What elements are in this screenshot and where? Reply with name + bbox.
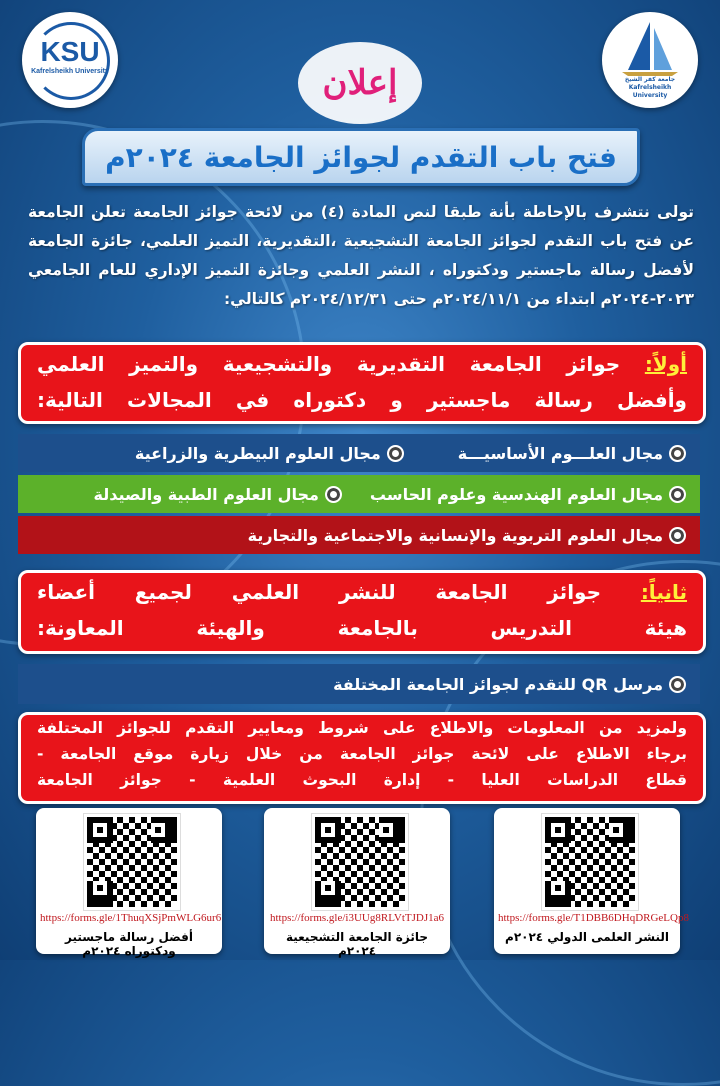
ksu-logo-subtitle: Kafrelsheikh University xyxy=(31,68,109,75)
card-label: أفضل رسالة ماجستير ودكتوراه ٢٠٢٤م xyxy=(65,930,193,958)
info-line-1: ولمزيد من المعلومات والاطلاع على شروط ومعايير التقدم للجوائز المختلفة xyxy=(37,719,687,737)
ksu-logo xyxy=(22,12,118,108)
qr-note-label: مرسل QR للتقدم لجوائز الجامعة المختلفة xyxy=(333,674,663,694)
qr-note xyxy=(319,675,700,694)
announcement-stamp: إعلان xyxy=(298,42,422,124)
qr-code-icon[interactable] xyxy=(542,814,638,910)
qr-row xyxy=(18,664,700,704)
qr-card-encouragement[interactable] xyxy=(264,808,450,958)
qr-card-publishing[interactable] xyxy=(494,808,689,954)
fields-row-2 xyxy=(18,475,700,513)
field-basic-label: مجال العلـــوم الأساسيـــة xyxy=(457,443,663,463)
bullet-icon xyxy=(669,486,686,503)
first-line-1-text: جوائز الجامعة التقديرية والتشجيعية والتميز العلمي xyxy=(37,352,621,376)
kafrelsheikh-logo-subtitle: جامعة كفر الشيخ Kafrelsheikh University xyxy=(624,76,676,99)
second-awards-line-2: هيئة التدريس بالجامعة والهيئة المعاونة: xyxy=(37,616,687,640)
page-title: فتح باب التقدم لجوائز الجامعة ٢٠٢٤م xyxy=(82,128,640,186)
second-awards-box xyxy=(18,570,706,654)
field-vet-label: مجال العلوم البيطرية والزراعية xyxy=(134,443,381,463)
first-awards-box xyxy=(18,342,706,424)
second-awards-line-1 xyxy=(21,573,703,609)
first-lead: أولاً: xyxy=(644,352,688,376)
info-line-3: قطاع الدراسات العليا - إدارة البحوث العلمية - جوائز الجامعة xyxy=(37,771,687,789)
fields-row-1 xyxy=(18,434,700,472)
card-url[interactable]: https://forms.gle/i3UUg8RLVtTJDJ1a6 xyxy=(269,912,445,924)
field-med-label: مجال العلوم الطبية والصيدلة xyxy=(93,484,319,504)
bullet-icon xyxy=(325,486,342,503)
bullet-icon xyxy=(387,445,404,462)
qr-card-thesis[interactable] xyxy=(36,808,222,958)
field-edu-label: مجال العلوم التربوية والإنسانية والاجتماعية والتجارية xyxy=(247,525,663,545)
info-line-2: برجاء الاطلاع على لائحة جوائز الجامعة من خلال زيارة موقع الجامعة - xyxy=(37,745,687,763)
field-edu xyxy=(234,526,700,545)
first-awards-line-2: وأفضل رسالة ماجستير و دكتوراه في المجالات التالية: xyxy=(37,388,687,412)
second-lead: ثانياً: xyxy=(640,580,688,604)
qr-code-icon[interactable] xyxy=(84,814,180,910)
card-url[interactable]: https://forms.gle/1ThuqXSjPmWLG6ur6 xyxy=(40,912,222,924)
field-med xyxy=(80,485,356,504)
qr-code-icon[interactable] xyxy=(312,814,408,910)
fields-row-3 xyxy=(18,516,700,554)
second-line-1-text: جوائز الجامعة للنشر العلمي لجميع أعضاء xyxy=(37,580,602,604)
field-vet xyxy=(121,444,418,463)
sailboat-icon xyxy=(602,12,698,82)
field-basic xyxy=(444,444,700,463)
bullet-icon xyxy=(669,527,686,544)
first-awards-line-1 xyxy=(21,345,703,381)
card-label: النشر العلمى الدولي ٢٠٢٤م xyxy=(505,930,669,944)
card-url[interactable]: https://forms.gle/T1DBB6DHqDRGeLQp8 xyxy=(498,912,689,924)
info-box xyxy=(18,712,706,804)
intro-paragraph: تولى نتشرف بالإحاطة بأنة طبقا لنص المادة (٤) من لائحة جوائز الجامعة تعلن الجامعة عن فتح باب التقدم لجوائز الجامعة التشجيعية ،التقديرية، التميز العلمي، جائزة الجامعة لأفضل رسالة ماجستير ودكتوراه ، النشر العلمي وجائزة التميز الإداري للعام الجامعي ٢٠٢٣-٢٠٢٤م ابتداء من ٢٠٢٤/١١/١م حتى ٢٠٢٤/١٢/٣١م كالتالي: xyxy=(28,203,694,308)
field-eng xyxy=(356,485,700,504)
bullet-icon xyxy=(669,676,686,693)
kafrelsheikh-logo xyxy=(602,12,698,108)
ksu-logo-text: KSU xyxy=(40,36,100,67)
bullet-icon xyxy=(669,445,686,462)
card-label: جائزة الجامعة التشجيعية ٢٠٢٤م xyxy=(285,930,429,958)
field-eng-label: مجال العلوم الهندسية وعلوم الحاسب xyxy=(369,484,663,504)
